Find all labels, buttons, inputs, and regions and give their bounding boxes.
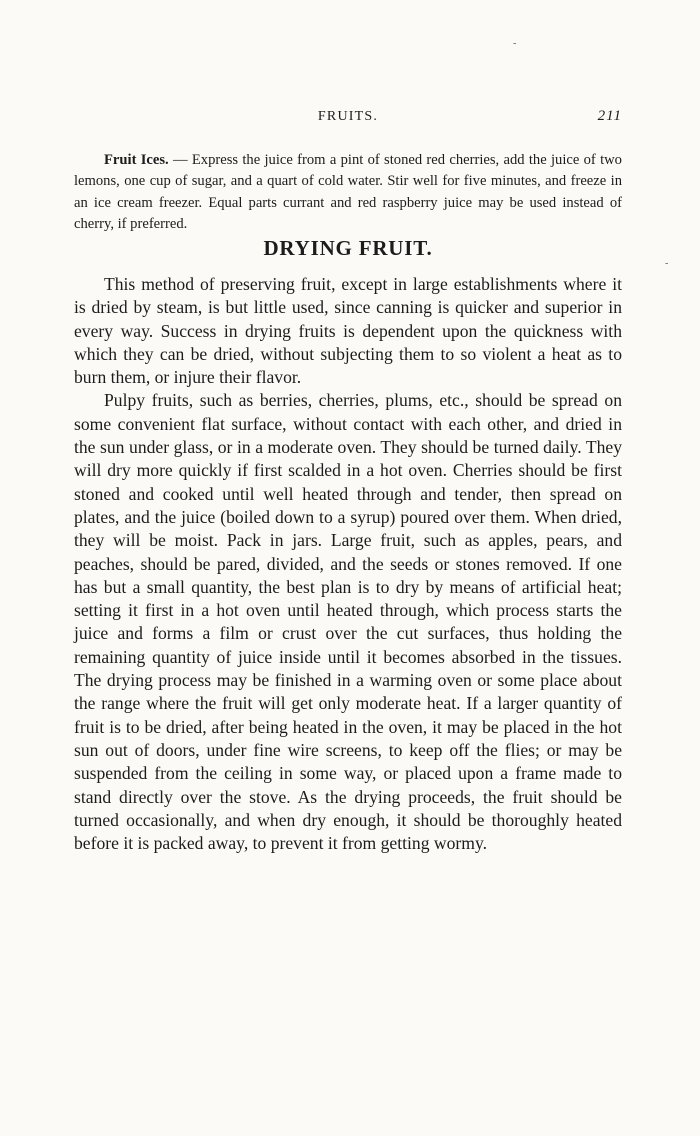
running-title: FRUITS. bbox=[317, 109, 379, 124]
page-speck: - bbox=[513, 38, 517, 49]
page-speck: - bbox=[665, 258, 669, 269]
page-number: 211 bbox=[597, 108, 622, 124]
body-paragraph: Pulpy fruits, such as berries, cherries, plums, etc., should be spread on some convenient flat surface, without contact with each other, and dried in the sun under glass, or in a moderate oven. They should be turned daily. They will dry more quickly if first scalded in a hot oven. Cherries should be first stoned and cooked until well heated through and tender, then spread on plates, and the juice (boiled down to a syrup) poured over them. When dried, they will be moist. Pack in jars. Large fruit, such as apples, pears, and peaches, should be pared, divided, and the seeds or stones removed. If one has but a small quantity, the best plan is to dry by means of artificial heat; setting it first in a hot oven until heated through, which process starts the juice and forms a film or crust over the cut surfaces, thus holding the remaining quantity of juice inside until it becomes absorbed in the tissues. The drying process may be finished in a warming oven or some place about the range where the fruit will get only moderate heat. If a larger quantity of fruit is to be dried, after being heated in the oven, it may be placed in the hot sun out of doors, under fine wire screens, to keep off the flies; or may be suspended from the ceiling in some way, or placed upon a frame made to stand directly over the stove. As the drying proceeds, the fruit should be turned occasionally, and when dry enough, it should be thoroughly heated before it is packed away, to prevent it from getting wormy. bbox=[74, 390, 622, 854]
running-head bbox=[74, 108, 622, 128]
section-heading: DRYING FRUIT. bbox=[263, 236, 433, 260]
body-paragraph: This method of preserving fruit, except in large establishments where it is dried by steam, is but little used, since canning is quicker and superior in every way. Success in drying fruits is dependent upon the quickness with which they can be dried, without subjecting them to so violent a heat as to burn them, or injure their flavor. bbox=[74, 274, 622, 388]
fruit-ices-text: — Express the juice from a pint of stoned red cherries, add the juice of two lemons, one cup of sugar, and a quart of cold water. Stir well for five minutes, and freeze in an ice cream freezer. Equal parts currant and red raspberry juice may be used instead of cherry, if preferred. bbox=[74, 152, 622, 232]
fruit-ices-lead: Fruit Ices. bbox=[104, 152, 169, 168]
fruit-ices-paragraph bbox=[74, 150, 622, 235]
section-body bbox=[74, 273, 622, 855]
